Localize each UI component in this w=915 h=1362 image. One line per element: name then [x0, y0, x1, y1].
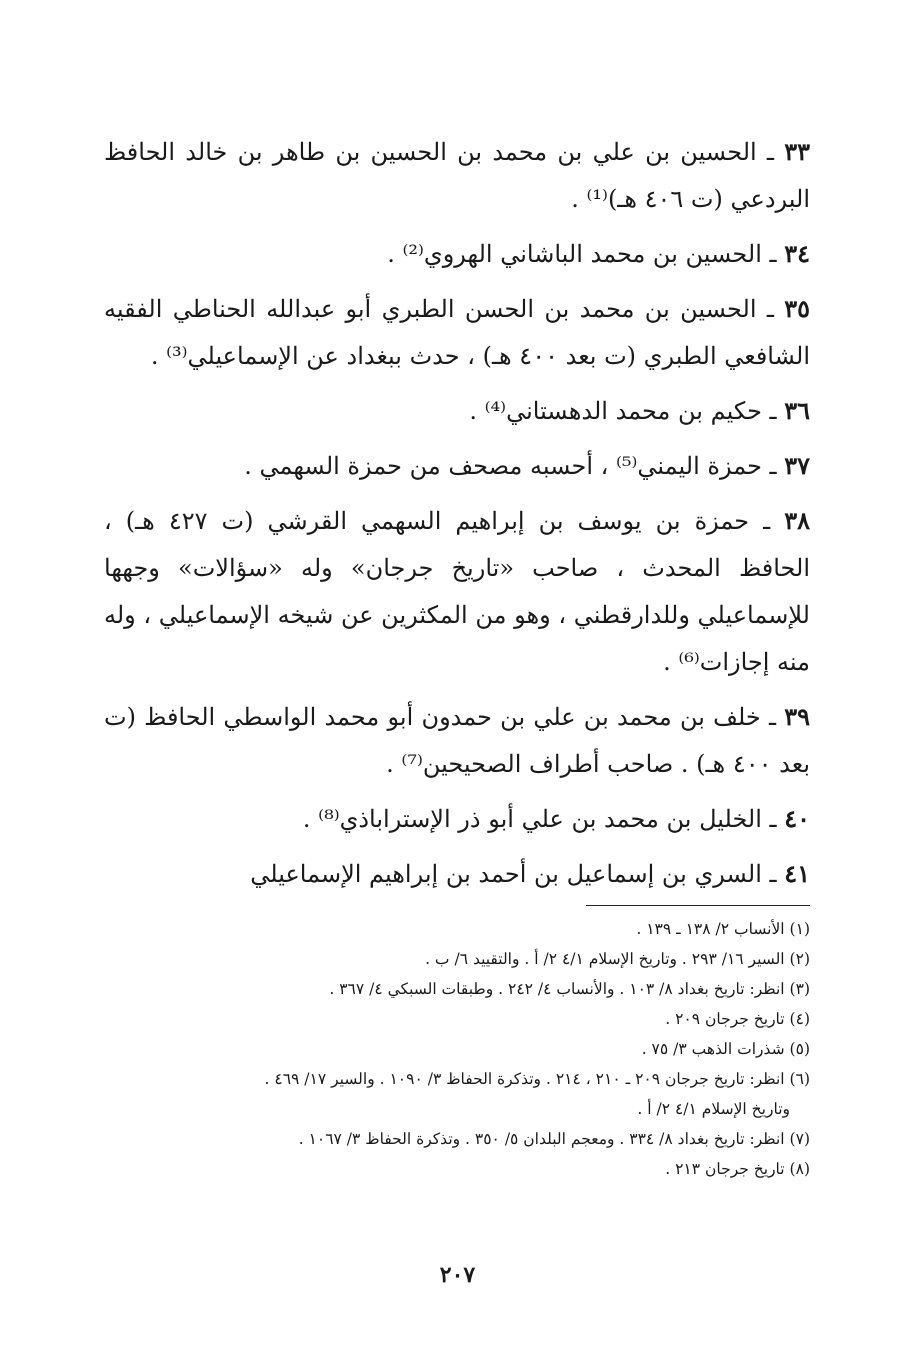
footnote-number: (٢): [789, 950, 810, 968]
entry-number: ٣٤: [784, 239, 810, 268]
footnote-3: [104, 974, 810, 1004]
footnote-text: تاريخ جرجان ٢١٣ .: [665, 1160, 785, 1178]
entry-text: ـ خلف بن محمد بن علي بن حمدون أبو محمد الواسطي الحافظ (ت بعد ٤٠٠ هـ) . صاحب أطراف الصحيحين⁽⁷⁾ .: [104, 703, 810, 778]
entry-35: [104, 285, 810, 380]
entry-text: ـ السري بن إسماعيل بن أحمد بن إبراهيم الإسماعيلي: [250, 860, 777, 888]
entry-text: ـ حمزة اليمني⁽⁵⁾ ، أحسبه مصحف من حمزة السهمي .: [244, 452, 777, 480]
entry-36: [104, 387, 810, 435]
entry-number: ٤٠: [784, 804, 810, 833]
footnote-text: انظر: تاريخ بغداد ٨/ ١٠٣ . والأنساب ٤/ ٢٤٢ . وطبقات السبكي ٤/ ٣٦٧ .: [329, 980, 785, 998]
footnote-1: [104, 914, 810, 944]
page-number: ٢٠٧: [439, 1262, 476, 1288]
footnote-number: (٨): [789, 1160, 810, 1178]
footnote-4: [104, 1004, 810, 1034]
entry-text: ـ الحسين بن محمد بن الحسن الطبري أبو عبدالله الحناطي الفقيه الشافعي الطبري (ت بعد ٤٠٠ هـ) ، حدث ببغداد عن الإسماعيلي⁽³⁾ .: [104, 295, 810, 370]
footnote-6: [104, 1064, 810, 1094]
entry-40: [104, 795, 810, 843]
entry-number: ٤١: [784, 859, 810, 888]
entry-text: ـ الخليل بن محمد بن علي أبو ذر الإستراباذي⁽⁸⁾ .: [302, 805, 777, 833]
entry-38: [104, 497, 810, 686]
footnote-text: وتاريخ الإسلام ٤/١ ٢/ أ .: [637, 1100, 790, 1118]
footnote-divider: [586, 905, 810, 906]
entry-number: ٣٨: [784, 506, 810, 535]
footnote-text: الأنساب ٢/ ١٣٨ ـ ١٣٩ .: [636, 920, 785, 938]
entry-text: ـ الحسين بن علي بن محمد بن الحسين بن طاهر بن خالد الحافظ البردعي (ت ٤٠٦ هـ)⁽¹⁾ .: [104, 138, 810, 213]
entry-34: [104, 230, 810, 278]
footnote-2: [104, 944, 810, 974]
entry-text: ـ حكيم بن محمد الدهستاني⁽⁴⁾ .: [469, 397, 777, 425]
footnote-number: (٥): [789, 1040, 810, 1058]
footnote-text: السير ١٦/ ٢٩٣ . وتاريخ الإسلام ٤/١ ٢/ أ . والتقييد ٦/ ب .: [425, 950, 785, 968]
footnote-number: (٤): [789, 1010, 810, 1028]
entry-number: ٣٦: [784, 396, 810, 425]
main-text: [104, 128, 810, 905]
entry-text: ـ حمزة بن يوسف بن إبراهيم السهمي القرشي (ت ٤٢٧ هـ) ، الحافظ المحدث ، صاحب «تاريخ جرجان» وله «سؤالات» وجهها للإسماعيلي وللدارقطني ، وهو من المكثرين عن شيخه الإسماعيلي ، وله منه إجازات⁽⁶⁾ .: [104, 507, 810, 676]
footnote-number: (١): [789, 920, 810, 938]
entry-37: [104, 442, 810, 490]
footnote-number: (٣): [789, 980, 810, 998]
footnote-7: [104, 1124, 810, 1154]
entry-number: ٣٧: [784, 451, 810, 480]
entry-text: ـ الحسين بن محمد الباشاني الهروي⁽²⁾ .: [387, 240, 777, 268]
footnote-number: (٧): [789, 1130, 810, 1148]
footnote-text: انظر: تاريخ بغداد ٨/ ٣٣٤ . ومعجم البلدان ٥/ ٣٥٠ . وتذكرة الحفاظ ٣/ ١٠٦٧ .: [298, 1130, 785, 1148]
footnote-5: [104, 1034, 810, 1064]
footnotes: [104, 914, 810, 1184]
footnote-8: [104, 1154, 810, 1184]
entry-number: ٣٣: [784, 137, 810, 166]
footnote-6-continuation: [104, 1094, 810, 1124]
entry-41: [104, 850, 810, 898]
footnote-text: انظر: تاريخ جرجان ٢٠٩ ـ ٢١٠ ، ٢١٤ . وتذكرة الحفاظ ٣/ ١٠٩٠ . والسير ١٧/ ٤٦٩ .: [264, 1070, 785, 1088]
entry-39: [104, 693, 810, 788]
footnote-text: شذرات الذهب ٣/ ٧٥ .: [641, 1040, 785, 1058]
footnote-number: (٦): [789, 1070, 810, 1088]
footnote-text: تاريخ جرجان ٢٠٩ .: [665, 1010, 785, 1028]
entry-33: [104, 128, 810, 223]
entry-number: ٣٥: [784, 294, 810, 323]
entry-number: ٣٩: [784, 702, 810, 731]
